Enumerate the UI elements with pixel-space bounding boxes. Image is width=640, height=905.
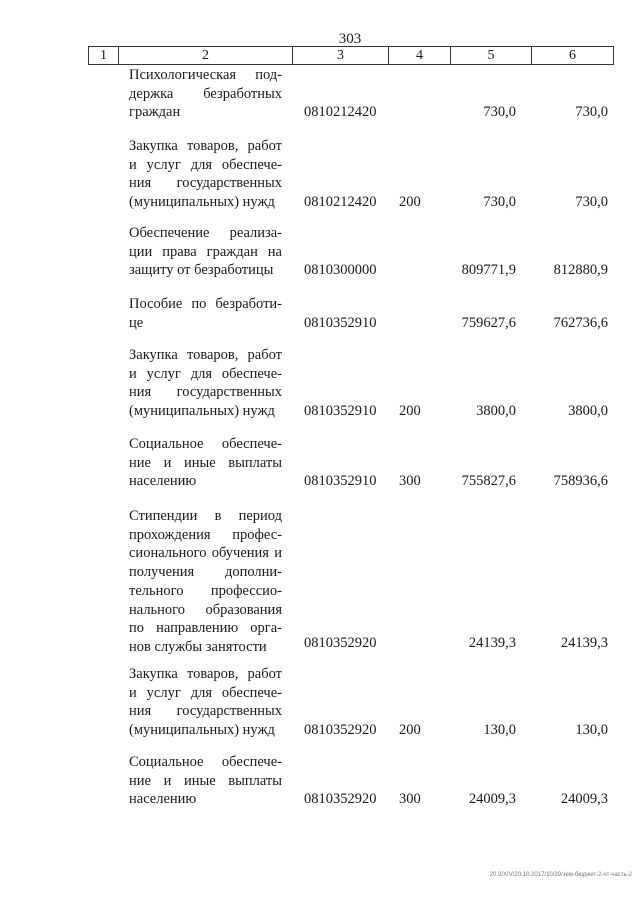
- row-code: 0810352920: [304, 791, 377, 807]
- table-row: [0, 224, 640, 284]
- table-header: [88, 46, 614, 65]
- row-sum-col5: 24009,3: [468, 791, 516, 807]
- header-col-6: 6: [569, 48, 576, 63]
- row-code: 0810212420: [304, 194, 377, 210]
- row-code: 0810352910: [304, 315, 377, 331]
- row-code: 0810352920: [304, 635, 377, 651]
- row-type: 300: [399, 473, 421, 489]
- row-name: Психологическая под-держка безработных граждан: [129, 67, 282, 121]
- row-type: 300: [399, 791, 421, 807]
- header-col-2: 2: [119, 47, 293, 64]
- table-row: [0, 753, 640, 813]
- row-name: Закупка товаров, работ и услуг для обеспече-ния государственных (муниципальных) нужд: [129, 666, 282, 739]
- row-sum-col6: 730,0: [575, 104, 608, 120]
- row-sum-col6: 730,0: [575, 194, 608, 210]
- header-col-1: 1: [89, 47, 119, 64]
- row-sum-col6: 130,0: [575, 722, 608, 738]
- row-code: 0810300000: [304, 262, 377, 278]
- page-number: 303: [338, 31, 362, 47]
- row-sum-col6: 24139,3: [560, 635, 608, 651]
- row-name: Пособие по безработи-це: [129, 296, 282, 331]
- row-type: 200: [399, 722, 421, 738]
- row-name: Социальное обеспече-ние и иные выплаты населению: [129, 754, 282, 808]
- row-name: Закупка товаров, работ и услуг для обеспече-ния государственных (муниципальных) нужд: [129, 138, 282, 211]
- row-sum-col5: 759627,6: [461, 315, 516, 331]
- row-sum-col6: 762736,6: [553, 315, 608, 331]
- table-row: [0, 295, 640, 335]
- row-sum-col6: 758936,6: [553, 473, 608, 489]
- row-sum-col5: 730,0: [483, 104, 516, 120]
- row-type: 200: [399, 403, 421, 419]
- header-col-5: 5: [451, 47, 532, 64]
- row-name: Обеспечение реализа-ции права граждан на защиту от безработицы: [129, 225, 282, 279]
- row-sum-col5: 730,0: [483, 194, 516, 210]
- row-sum-col6: 24009,3: [560, 791, 608, 807]
- header-col-4: 4: [389, 47, 451, 64]
- table-row: [0, 507, 640, 659]
- row-sum-col6: 812880,9: [553, 262, 608, 278]
- row-sum-col5: 24139,3: [468, 635, 516, 651]
- row-code: 0810212420: [304, 104, 377, 120]
- row-sum-col5: 130,0: [483, 722, 516, 738]
- table-row: [0, 66, 640, 126]
- row-code: 0810352910: [304, 403, 377, 419]
- row-sum-col6: 3800,0: [568, 403, 608, 419]
- row-code: 0810352910: [304, 473, 377, 489]
- row-sum-col5: 755827,6: [461, 473, 516, 489]
- row-name: Закупка товаров, работ и услуг для обеспече-ния государственных (муниципальных) нужд: [129, 347, 282, 420]
- table-row: [0, 435, 640, 495]
- row-name: Стипендии в период прохождения профес-сионального обучения и получения дополни-тельного профессио-нального образования по направлению орга-нов службы занятости: [129, 508, 282, 655]
- table-row: [0, 665, 640, 743]
- footer-note: 20.3/XIV/20.10.2017/10/39/зем-бюджет-2-чт-часть-2: [489, 872, 632, 878]
- row-name: Социальное обеспече-ние и иные выплаты населению: [129, 436, 282, 490]
- row-sum-col5: 3800,0: [476, 403, 516, 419]
- row-code: 0810352920: [304, 722, 377, 738]
- table-row: [0, 137, 640, 215]
- row-sum-col5: 809771,9: [461, 262, 516, 278]
- header-col-3: 3: [293, 47, 389, 64]
- table-row: [0, 346, 640, 424]
- row-type: 200: [399, 194, 421, 210]
